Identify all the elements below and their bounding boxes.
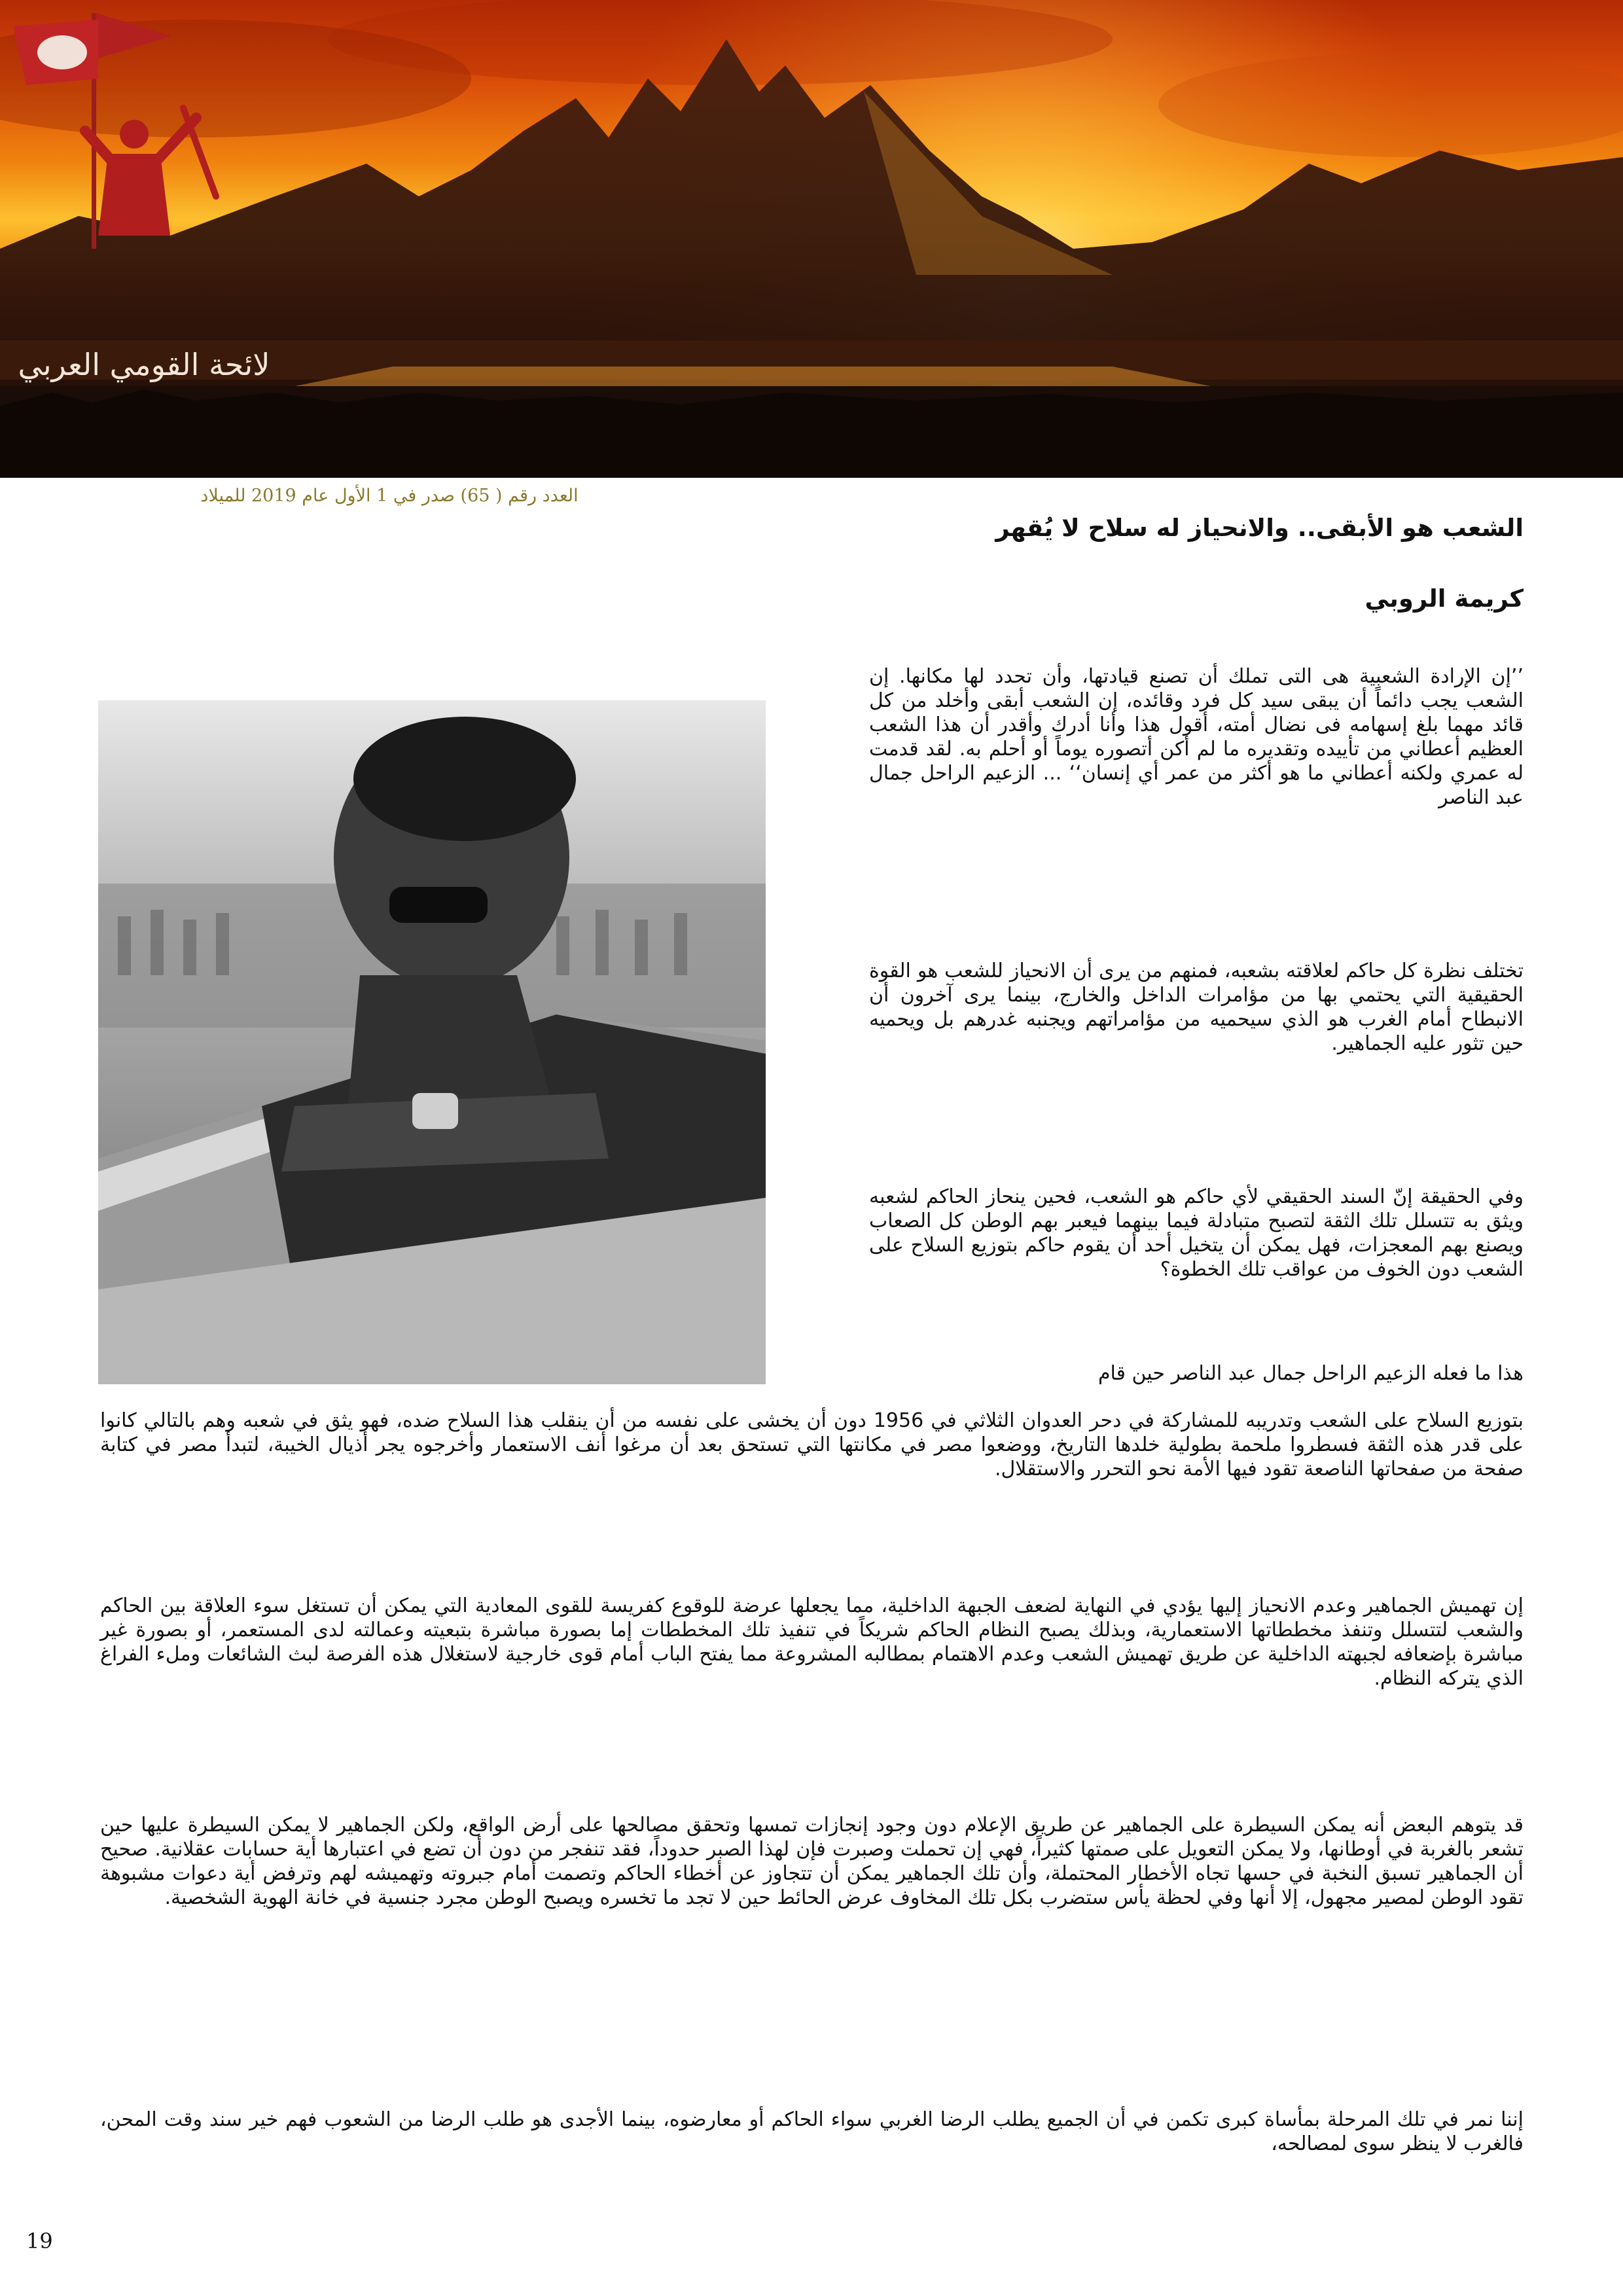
body-paragraph-6: إننا نمر في تلك المرحلة بمأساة كبرى تكمن في أن الجميع يطلب الرضا الغربي سواء الحاكم أو معارضوه، بينما الأجدى هو طلب الرضا من الشعوب فهم خير سند وقت المحن، فالغرب لا ينظر سوى لمصالحه، bbox=[100, 2108, 1524, 2155]
portrait-photo bbox=[98, 700, 766, 1384]
page-number: 19 bbox=[26, 2229, 53, 2253]
article-author: كريمة الروبي bbox=[1364, 584, 1524, 613]
quote-paragraph: ’’إن الإرادة الشعبية هى التى تملك أن تصنع قيادتها، وأن تحدد لها مكانها. إن الشعب يجب دائماً أن يبقى سيد كل فرد وقائده، إن الشعب أبقى وأخلد من كل قائد مهما بلغ إسهامه فى نضال أمته، أقول هذا وأنا أدرك وأقدر أن هذا الشعب العظيم أعطاني من تأييده وتقديره ما لم أكن أتصوره يوماً أو أحلم به. لقد قدمت له عمري ولكنه أعطاني ما هو أكثر من عمر أي إنسان‘‘ ... الزعيم الراحل جمال عبد الناصر bbox=[869, 665, 1524, 809]
body-paragraph-5: قد يتوهم البعض أنه يمكن السيطرة على الجماهير عن طريق الإعلام دون وجود إنجازات تمسها وتحقق مصالحها على أرض الواقع، ولكن الجماهير لا يمكن السيطرة عليها حين تشعر بالغربة في أوطانها، ولا يمكن التعويل على صمتها كثيراً، فهي إن تحملت وصبرت فإن لهذا الصبر حدوداً، فقد تنفجر من دون أن تضع في اعتبارها أية حسابات عقلانية. صحيح أن الجماهير تسبق النخبة في حسها تجاه الأخطار المحتملة، وأن تلك الجماهير يمكن أن تتجاوز عن أخطاء الحاكم وتصمت أمام جبروته وتهميشه لهم وترفض أية دعوات مشبوهة تقود الوطن لمصير مجهول، إلا أنها وفي لحظة يأس ستضرب بكل تلك المخاوف عرض الحائط حين لا تجد ما تخسره ويصبح الوطن مجرد جنسية في خانة الهوية الشخصية. bbox=[100, 1814, 1524, 1909]
article-title: الشعب هو الأبقى.. والانحياز له سلاح لا يُقهر bbox=[995, 514, 1524, 542]
header-banner bbox=[0, 0, 1623, 478]
body-paragraph-1: تختلف نظرة كل حاكم لعلاقته بشعبه، فمنهم من يرى أن الانحياز للشعب هو القوة الحقيقية التي يحتمي بها من مؤامرات الداخل والخارج، بينما يرى آخرون أن الانبطاح أمام الغرب هو الذي سيحميه من مؤامراتهم ويجنبه غدرهم بل ويحميه حين تثور عليه الجماهير. bbox=[869, 960, 1524, 1055]
body-paragraph-2: وفي الحقيقة إنّ السند الحقيقي لأي حاكم هو الشعب، فحين ينحاز الحاكم لشعبه ويثق به تتسلل تلك الثقة لتصبح متبادلة فيما بينهما فيعبر بهم الوطن كل الصعاب ويصنع بهم المعجزات، فهل يمكن أن يتخيل أحد أن يقوم حاكم بتوزيع السلاح على الشعب دون الخوف من عواقب تلك الخطوة؟ bbox=[869, 1185, 1524, 1281]
issue-info: العدد رقم ( 65) صدر في 1 الأول عام 2019 للميلاد bbox=[200, 486, 579, 506]
body-paragraph-4: إن تهميش الجماهير وعدم الانحياز إليها يؤدي في النهاية لضعف الجبهة الداخلية، مما يجعلها عرضة للوقوع كفريسة للقوى المعادية التي يمكن أن تستغل سوء العلاقة بين الحاكم والشعب لتتسلل وتنفذ مخططاتها الاستعمارية، وبذلك يصبح النظام الحاكم شريكاً في تنفيذ تلك المخططات إما بصورة مباشرة بتبعيته وعمالته لدى المستعمر، أو بصورة غير مباشرة بإضعافه لجبهته الداخلية عن طريق تهميش الشعب وعدم الاهتمام بمطالبه المشروعة مما يفتح الباب أمام قوى خارجية لاستغلال هذه الفرصة لبث الشائعات وملء الفراغ الذي يتركه النظام. bbox=[100, 1594, 1524, 1690]
logo-caption: لائحة القومي العربي bbox=[18, 347, 270, 382]
emblem-logo bbox=[0, 0, 249, 268]
body-paragraph-3-continued: بتوزيع السلاح على الشعب وتدريبه للمشاركة في دحر العدوان الثلاثي في 1956 دون أن يخشى على نفسه من أن ينقلب هذا السلاح ضده، فهو يثق في شعبه وهم بالتالي كانوا على قدر هذه الثقة فسطروا ملحمة بطولية خلدها التاريخ، ووضعوا مصر في مكانتها التي تستحق بعد أن مرغوا أنف الاستعمار وأخرجوه يجر أذيال الخيبة، لتبدأ مصر في كتابة صفحة من صفحاتها الناصعة تقود فيها الأمة نحو التحرر والاستقلال. bbox=[100, 1409, 1524, 1480]
body-paragraph-3-start: هذا ما فعله الزعيم الراحل جمال عبد الناصر حين قام bbox=[1097, 1362, 1524, 1385]
